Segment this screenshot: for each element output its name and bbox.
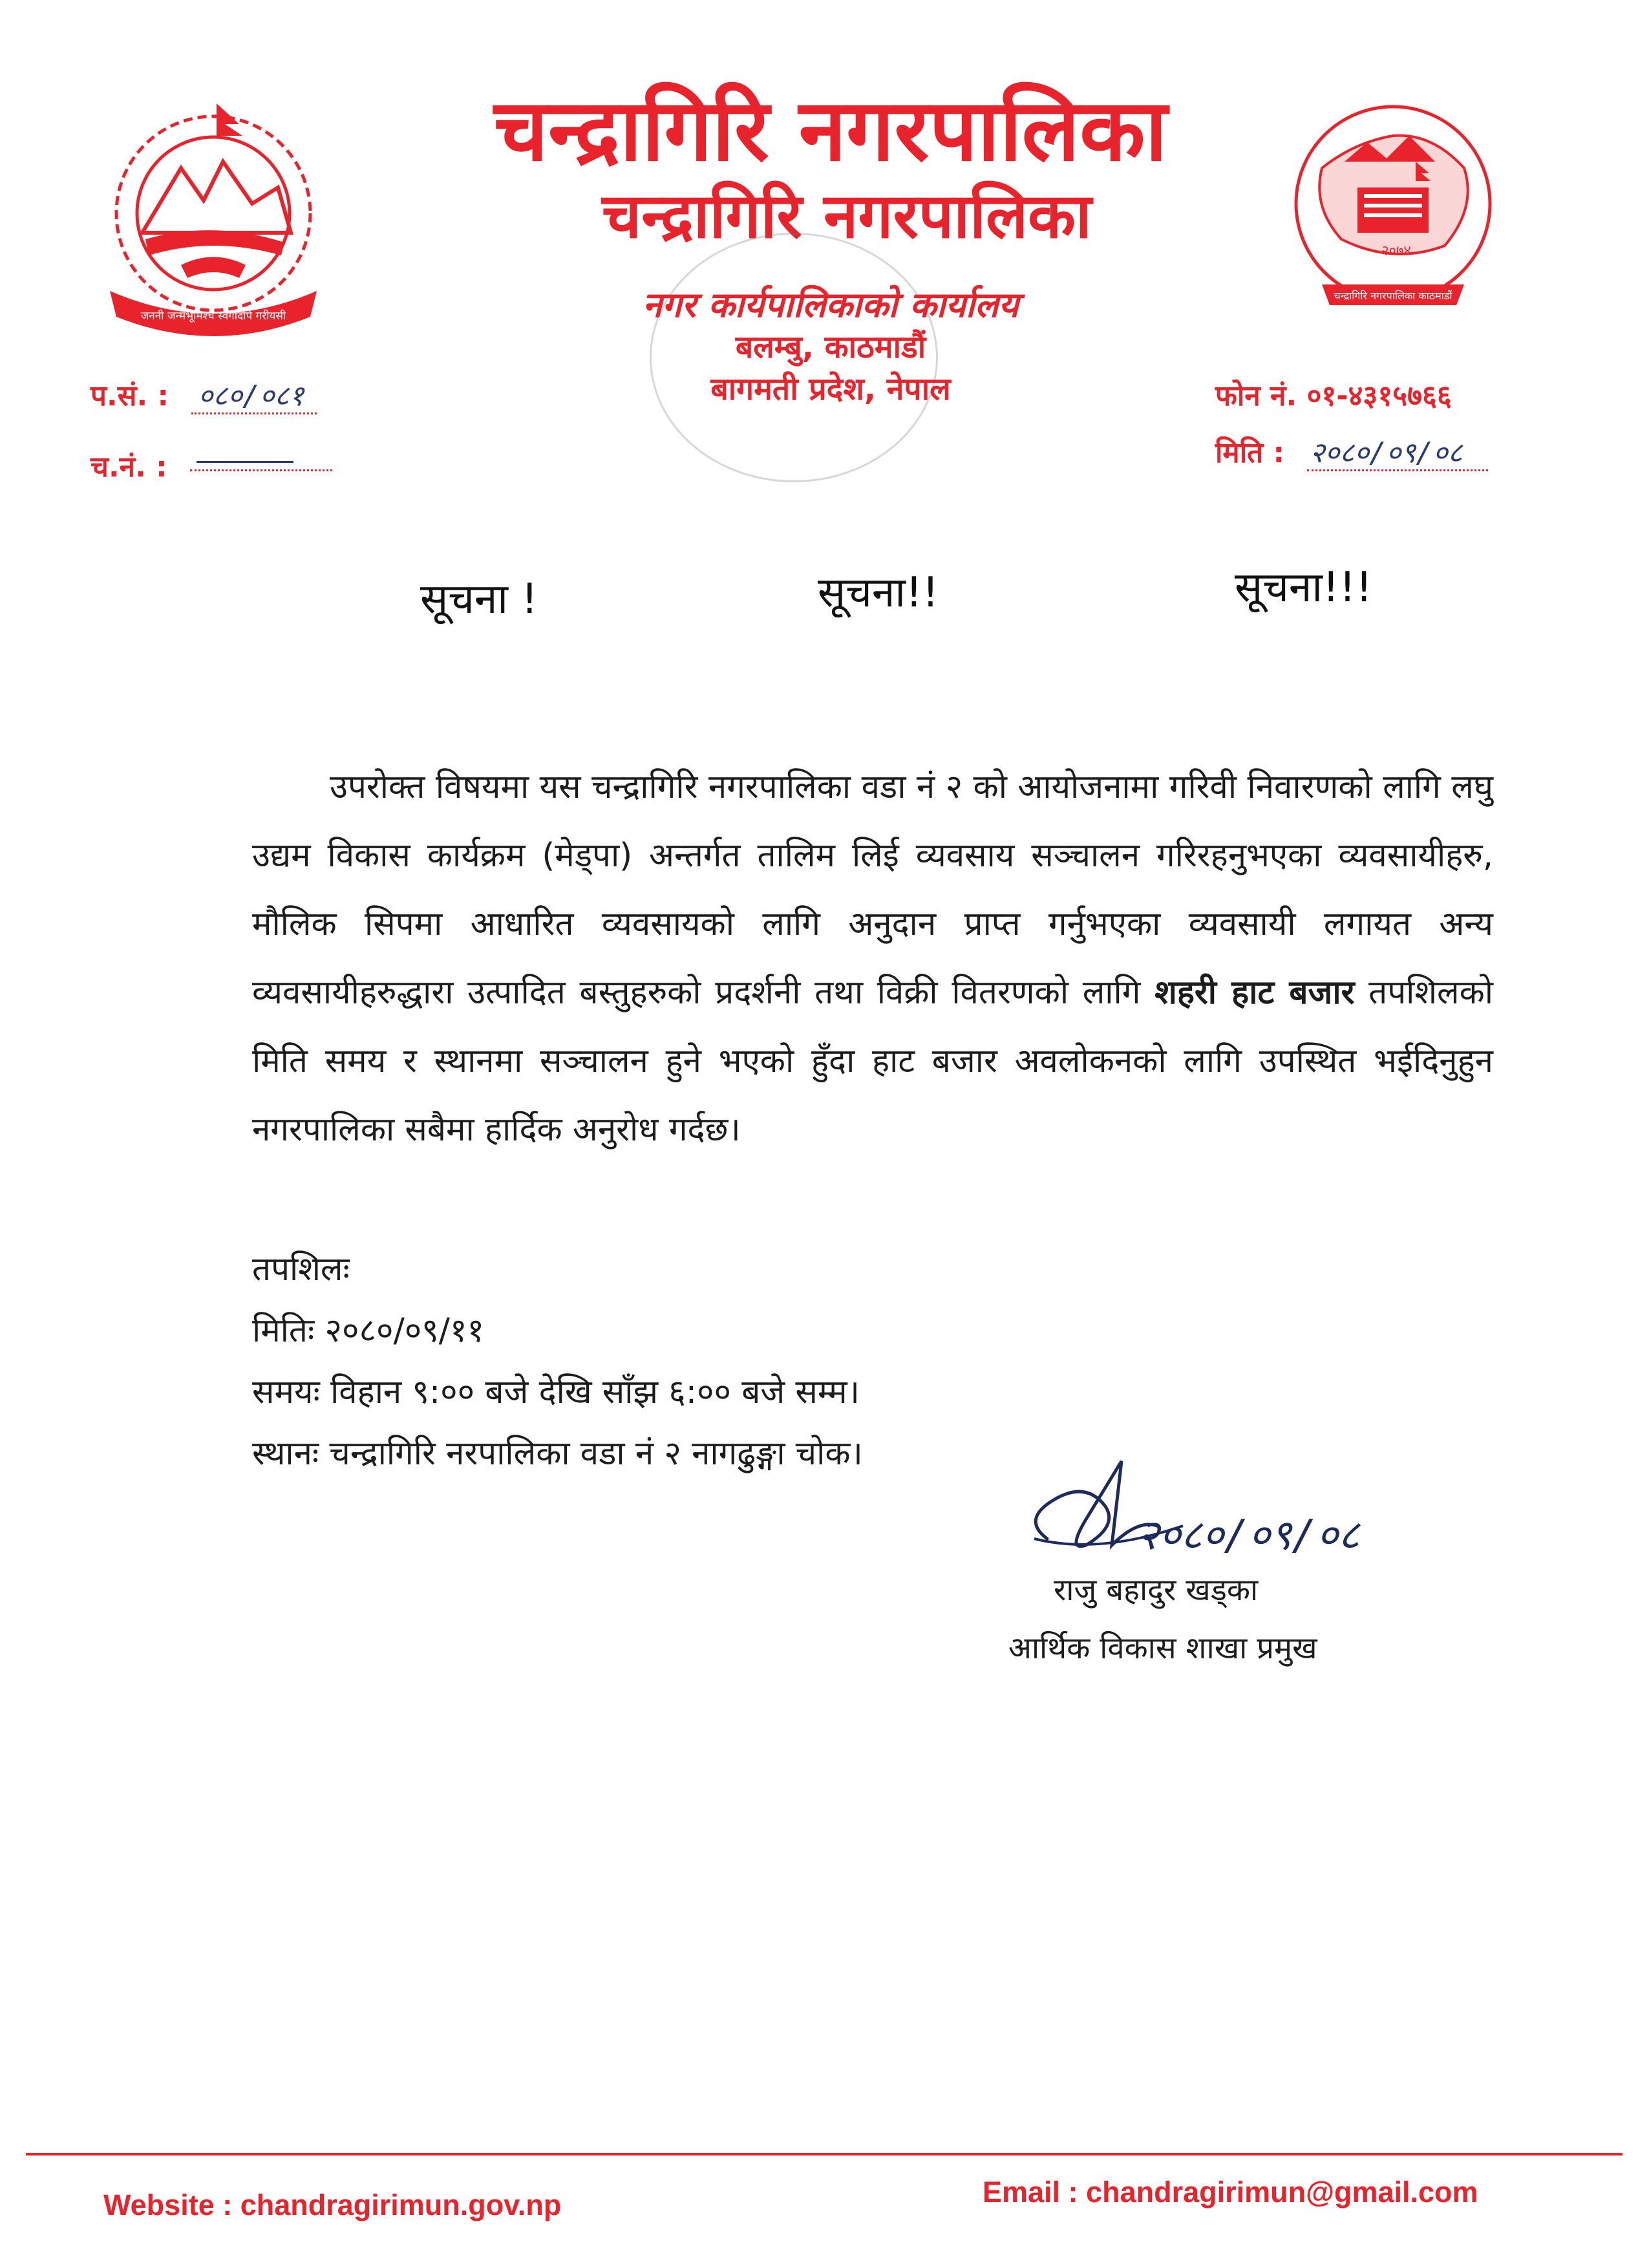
- ref-no-label: प.सं. :: [90, 380, 169, 412]
- municipality-logo-icon: [1283, 97, 1503, 323]
- footer-email: Email : chandragirimun@gmail.com: [983, 2176, 1478, 2209]
- ref-no-value: ०८०/०८१: [191, 380, 317, 414]
- notice-heading-1: सूचना !: [420, 575, 538, 623]
- signatory-name: राजु बहादुर खड्का: [1054, 1572, 1259, 1608]
- details-date: मितिः २०८०/०९/११: [252, 1312, 485, 1350]
- phone-label: फोन नं.: [1215, 380, 1297, 412]
- notice-heading-2: सूचना!!: [818, 569, 939, 617]
- ref-no-row: [90, 375, 317, 414]
- office-name: नगर कार्यपालिकाको कार्यालय: [643, 284, 1019, 325]
- dispatch-no-blank: [190, 461, 332, 471]
- body-part-2: तपशिलको मिति समय र स्थानमा सञ्चालन हुने भएको हुँदा हाट बजार अवलोकनको लागि उपस्थित भईदिनुहुन नगरपालिका सबैमा हार्दिक अनुरोध गर्दछ।: [252, 974, 1494, 1149]
- details-time: समयः विहान ९:०० बजे देखि साँझ ६:०० बजे सम्म।: [252, 1373, 860, 1411]
- body-highlight: शहरी हाट बजार: [1154, 974, 1355, 1012]
- body-part-1: उपरोक्त विषयमा यस चन्द्रागिरि नगरपालिका वडा नं २ को आयोजनामा गरिवी निवारणको लागि लघु उद्यम विकास कार्यक्रम (मेड्पा) अन्तर्गत तालिम लिई व्यवसाय सञ्चालन गरिरहनुभएका व्यवसायीहरु, मौलिक सिपमा आधारित व्यवसायको लागि अनुदान प्राप्त गर्नुभएका व्यवसायी लगायत अन्य व्यवसायीहरुद्धारा उत्पादित बस्तुहरुको प्रदर्शनी तथा विक्री वितरणको लागि: [252, 768, 1493, 1012]
- address-line-1: बलम्बु, काठमाडौं: [735, 329, 926, 365]
- notice-heading-3: सूचना!!!: [1235, 564, 1372, 612]
- date-row: [1215, 432, 1488, 471]
- dispatch-no-label: च.नं. :: [90, 451, 167, 484]
- notice-body: [252, 753, 1493, 1164]
- phone-row: [1215, 375, 1452, 414]
- details-place: स्थानः चन्द्रागिरि नरपालिका वडा नं २ नागढुङ्गा चोक।: [252, 1435, 863, 1473]
- footer-divider: [26, 2153, 1622, 2156]
- signatory-designation: आर्थिक विकास शाखा प्रमुख: [1008, 1631, 1317, 1666]
- phone-value: ०१-४३१५७६६: [1306, 380, 1452, 412]
- address-line-2: बागमती प्रदेश, नेपाल: [710, 370, 951, 407]
- emblem-caption: जननी जन्मभूमिश्च स्वर्गादपि गरीयसी: [140, 310, 286, 323]
- svg-text:२०७४: २०७४: [1381, 243, 1411, 259]
- footer-website: Website : chandragirimun.gov.np: [103, 2188, 562, 2221]
- date-label: मिति :: [1215, 436, 1285, 469]
- signature-date: २०८०/०९/०८: [1138, 1512, 1360, 1559]
- national-emblem-icon: [84, 91, 343, 349]
- svg-text:चन्द्रागिरि नगरपालिका काठमाडौं: चन्द्रागिरि नगरपालिका काठमाडौं: [1334, 290, 1452, 302]
- municipality-title: चन्द्रागिरि नगरपालिका: [494, 81, 1167, 180]
- municipality-title-stamp: चन्द्रागिरि नगरपालिका: [602, 180, 1092, 252]
- details-heading: तपशिलः: [252, 1250, 350, 1289]
- date-value: २०८०/०९/०८: [1307, 436, 1488, 471]
- dispatch-no-row: [90, 446, 332, 485]
- office-address: [491, 326, 1170, 411]
